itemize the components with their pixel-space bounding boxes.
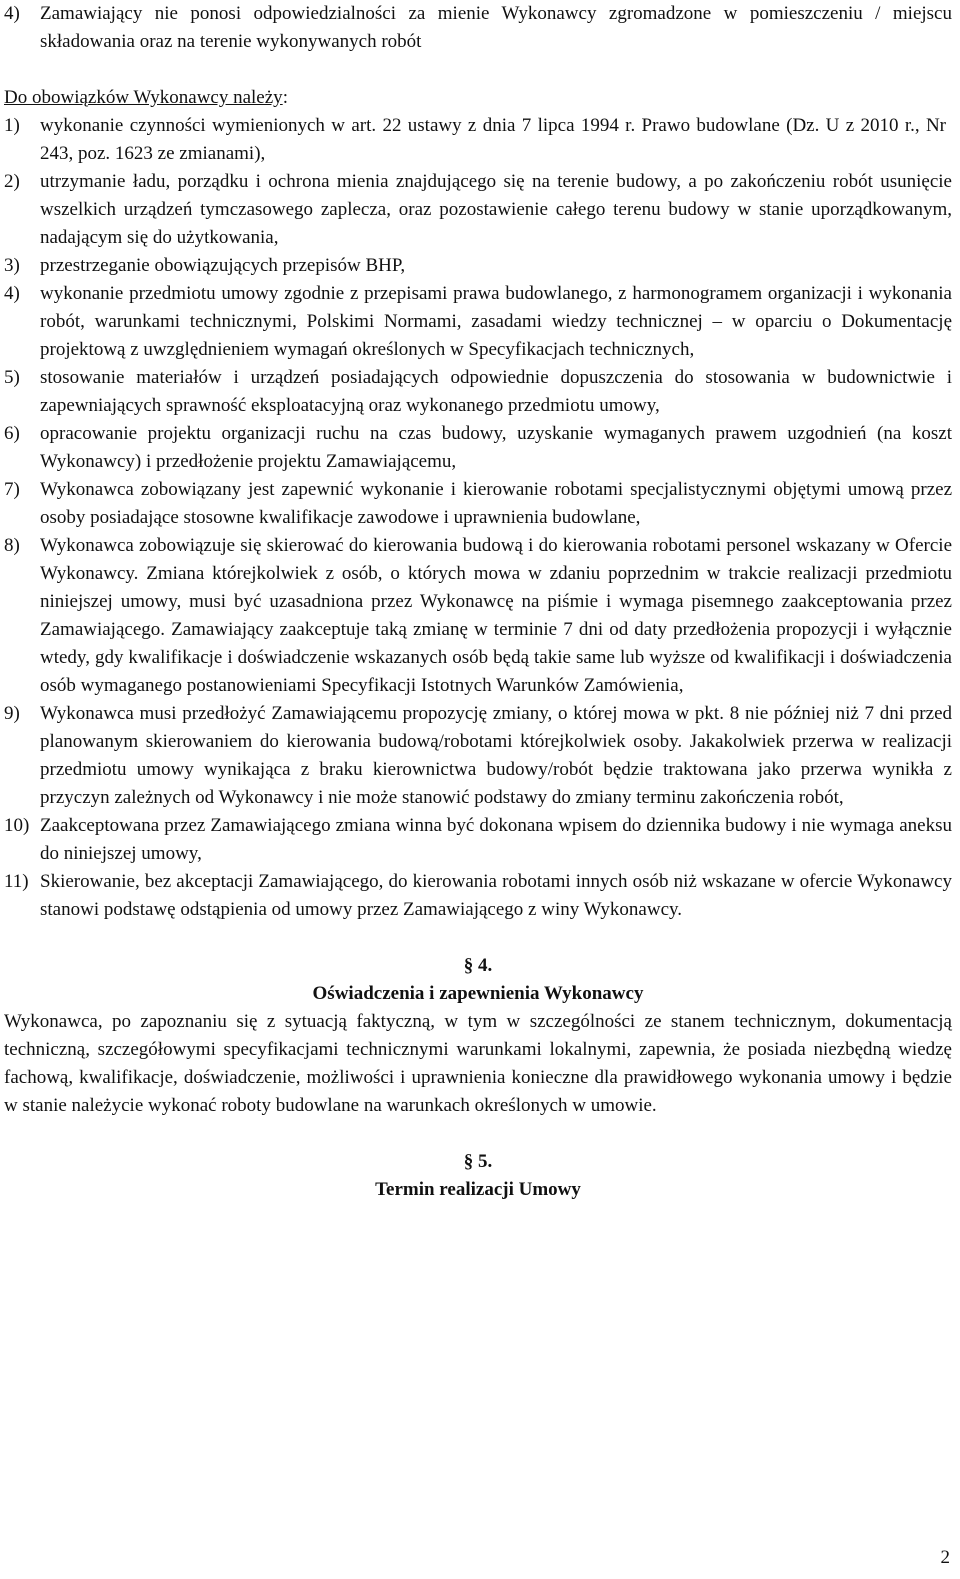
obligations-intro-label: Do obowiązków Wykonawcy należy: [4, 87, 283, 108]
item-text: Wykonawca zobowiązuje się skierować do kierowania budową i do kierowania robotami personel wskazany w Ofercie Wykonawcy. Zmiana którejkolwiek z osób, o których mowa w zdaniu poprzednim w trakcie realizacji przedmiotu niniejszej umowy, musi być uzasadniona przez Wykonawcę na piśmie i wymaga pisemnego zaakceptowania przez Zamawiającego. Zamawiający zaakceptuje taką zmianę w terminie 7 dni od daty przedłożenia propozycji i wyłącznie wtedy, gdy kwalifikacje i doświadczenie wskazanych osób będą takie same lub wyższe od kwalifikacji i doświadczenia osób wymaganego postanowieniami Specyfikacji Istotnych Warunków Zamówienia,: [40, 535, 952, 696]
item-text: stosowanie materiałów i urządzeń posiadających odpowiednie dopuszczenia do stosowania w budownictwie i zapewniających sprawność eksploatacyjną oraz wykonanego przedmiotu umowy,: [40, 367, 952, 416]
item-text: wykonanie czynności wymienionych w art. 22 ustawy z dnia 7 lipca 1994 r. Prawo budowlane (Dz. U z 2010 r., Nr 243, poz. 1623 ze zmianami),: [40, 115, 946, 164]
list-item: [4, 112, 952, 168]
item-text: Wykonawca zobowiązany jest zapewnić wykonanie i kierowanie robotami specjalistycznymi objętymi umową przez osoby posiadające stosowne kwalifikacje zawodowe i uprawnienia budowlane,: [40, 479, 952, 528]
item-number: 10): [4, 815, 30, 836]
item-text: Wykonawca musi przedłożyć Zamawiającemu propozycję zmiany, o której mowa w pkt. 8 nie później niż 7 dni przed planowanym skierowaniem do kierowania budową/robotami którejkolwiek osoby. Jakakolwiek przerwa w realizacji przedmiotu umowy wynikająca z braku kierownictwa budowy/robót będzie traktowana jako przerwa wynikła z przyczyn zależnych od Wykonawcy i nie może stanowić podstawy do zmiany terminu zakończenia robót,: [40, 703, 952, 808]
item-text: utrzymanie ładu, porządku i ochrona mienia znajdującego się na terenie budowy, a po zakończeniu robót usunięcie wszelkich urządzeń tymczasowego zaplecza, oraz pozostawienie całego terenu budowy w stanie uporządkowanym, nadającym się do użytkowania,: [40, 171, 952, 248]
section-number: § 4.: [463, 955, 493, 976]
section-number: § 5.: [463, 1151, 493, 1172]
item-number: 7): [4, 479, 20, 500]
list-item: [4, 420, 952, 476]
list-item: [4, 812, 952, 868]
list-item: [4, 252, 952, 280]
list-item-top-4: [4, 0, 952, 56]
item-number: 5): [4, 367, 20, 388]
item-text: Zaakceptowana przez Zamawiającego zmiana winna być dokonana wpisem do dziennika budowy i nie wymaga aneksu do niniejszej umowy,: [40, 815, 952, 864]
item-number: 4): [4, 283, 20, 304]
section-body: Wykonawca, po zapoznaniu się z sytuacją faktyczną, w tym w szczególności ze stanem technicznym, dokumentacją techniczną, szczegółowymi specyfikacjami technicznymi warunkami lokalnymi, zapewnia, że posiada niezbędną wiedzę fachową, kwalifikacje, doświadczenie, możliwości i uprawnienia konieczne dla prawidłowego wykonania umowy i będzie w stanie należycie wykonać roboty budowlane na warunkach określonych w umowie.: [4, 1011, 952, 1116]
list-item: [4, 168, 952, 252]
item-number: 2): [4, 171, 20, 192]
obligations-intro-colon: :: [282, 87, 288, 108]
item-number: 9): [4, 703, 20, 724]
section-title: Oświadczenia i zapewnienia Wykonawcy: [312, 983, 644, 1004]
list-item: [4, 476, 952, 532]
page-number: 2: [940, 1547, 950, 1568]
item-number: 3): [4, 255, 20, 276]
obligations-intro: [4, 84, 952, 112]
obligations-list: [4, 112, 952, 924]
item-number: 4): [4, 3, 20, 24]
item-text: Skierowanie, bez akceptacji Zamawiającego, do kierowania robotami innych osób niż wskazane w ofercie Wykonawcy stanowi podstawę odstąpienia od umowy przez Zamawiającego z winy Wykonawcy.: [40, 871, 952, 920]
item-text: wykonanie przedmiotu umowy zgodnie z przepisami prawa budowlanego, z harmonogramem organizacji i wykonania robót, warunkami technicznymi, Polskimi Normami, zasadami wiedzy technicznej – w oparciu o Dokumentację projektową z uwzględnieniem wymagań określonych w Specyfikacjach technicznych,: [40, 283, 952, 360]
list-item: [4, 280, 952, 364]
document-page: [4, 0, 952, 1204]
list-item: [4, 700, 952, 812]
item-number: 11): [4, 871, 29, 892]
item-text: Zamawiający nie ponosi odpowiedzialności za mienie Wykonawcy zgromadzone w pomieszczeniu / miejscu składowania oraz na terenie wykonywanych robót: [40, 3, 952, 52]
item-number: 8): [4, 535, 20, 556]
item-text: przestrzeganie obowiązujących przepisów BHP,: [40, 255, 406, 276]
list-item: [4, 868, 952, 924]
list-item: [4, 532, 952, 700]
item-number: 1): [4, 115, 20, 136]
item-text: opracowanie projektu organizacji ruchu na czas budowy, uzyskanie wymaganych prawem uzgodnień (na koszt Wykonawcy) i przedłożenie projektu Zamawiającemu,: [40, 423, 952, 472]
list-item: [4, 364, 952, 420]
section-title: Termin realizacji Umowy: [375, 1179, 581, 1200]
item-number: 6): [4, 423, 20, 444]
